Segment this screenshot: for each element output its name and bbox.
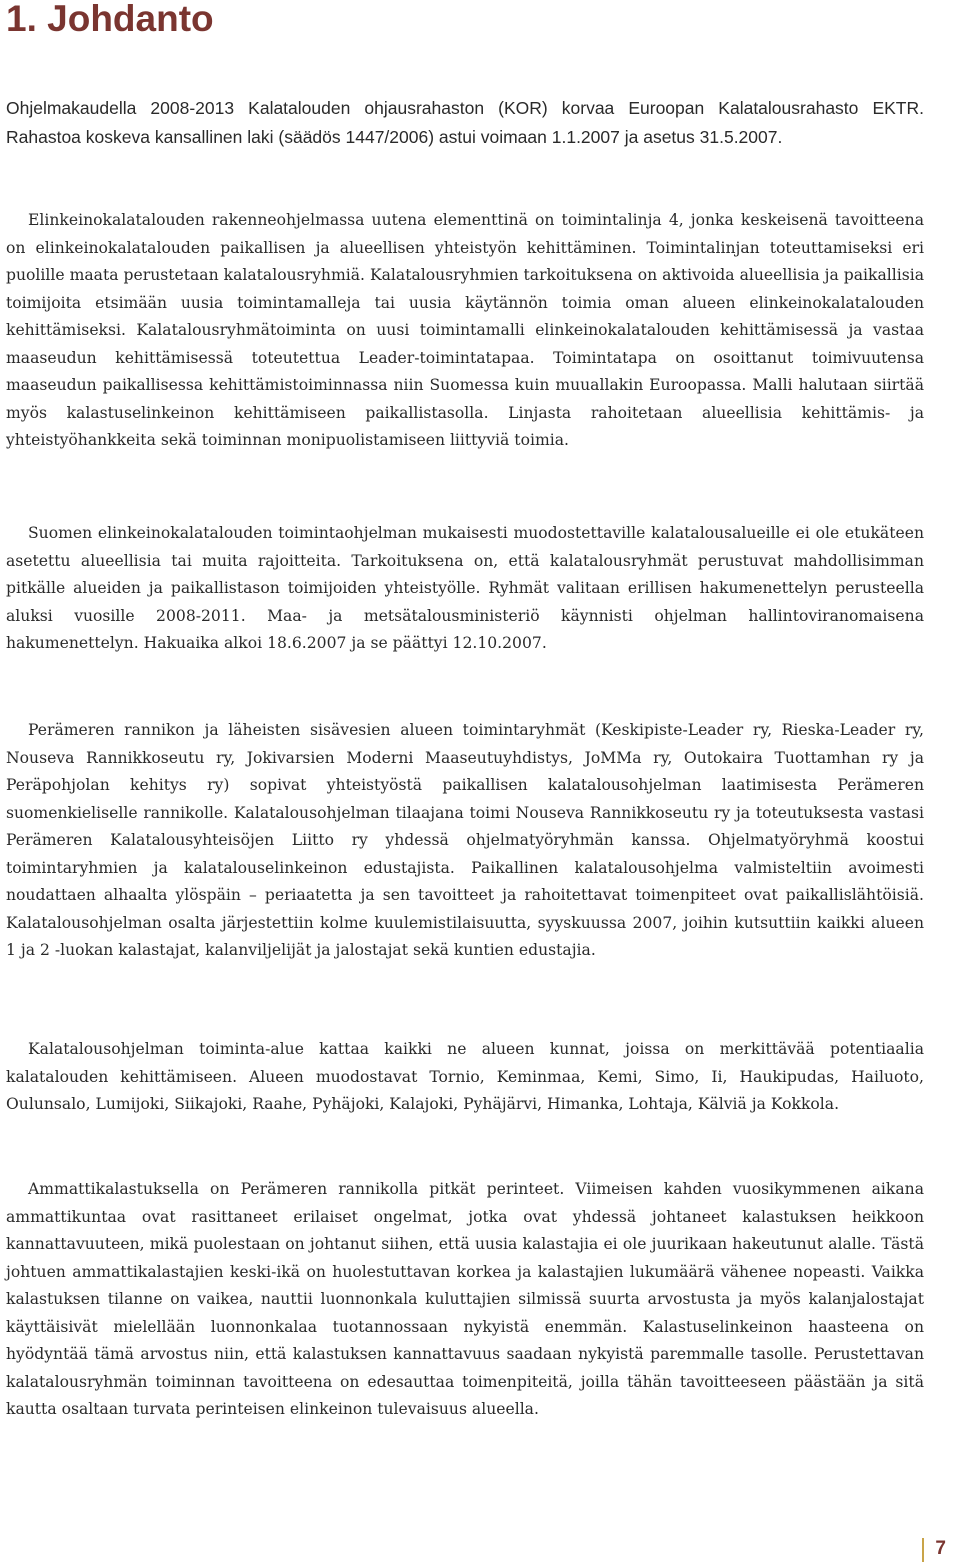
paragraph-toiminta-alue: Kalatalousohjelman toiminta-alue kattaa kaikki ne alueen kunnat, joissa on merkittävää potentiaalia kalatalouden kehittämiseen. Alueen muodostavat Tornio, Keminmaa, Kemi, Simo, Ii, Haukipudas, Hailuoto, Oulunsalo, Lumijoki, Siikajoki, Raahe, Pyhäjoki, Kalajoki, Pyhäjärvi, Himanka, Lohtaja, Kälviä ja Kokkola. (6, 1040, 924, 1113)
paragraph-intro: Ohjelmakaudella 2008-2013 Kalatalouden ohjausrahaston (KOR) korvaa Euroopan Kalatalousrahasto EKTR. Rahastoa koskeva kansallinen laki (säädös 1447/2006) astui voimaan 1.1.2007 ja asetus 31.5.2007. (6, 98, 924, 147)
page-number-divider (922, 1538, 924, 1562)
paragraph-toimintalinja: Elinkeinokalatalouden rakenneohjelmassa uutena elementtinä on toimintalinja 4, jonka keskeisenä tavoitteena on elinkeinokalatalouden paikallisen ja alueellisen yhteistyön kehittäminen. Toimintalinjan toteuttamiseksi eri puolille maata perustetaan kalatalousryhmiä. Kalatalousryhmien tarkoituksena on aktivoida alueellisia ja paikallisia toimijoita etsimään uusia toimintamalleja tai uusia käytännön toimia oman alueen elinkeinokalatalouden kehittämiseksi. Kalatalousryhmätoiminta on uusi toimintamalli elinkeinokalatalouden kehittämisessä ja vastaa maaseudun kehittämisessä toteutettua Leader-toimintatapaa. Toimintatapa on osoittanut toimivuutensa maaseudun paikallisessa kehittämistoiminnassa niin Suomessa kuin muuallakin Euroopassa. Malli halutaan siirtää myös kalastuselinkeinon kehittämiseen paikallistasolla. Linjasta rahoitetaan alueellisia kehittämis- ja yhteistyöhankkeita sekä toiminnan monipuolistamiseen liittyviä toimia. (6, 211, 924, 449)
paragraph-kalatalousalueet: Suomen elinkeinokalatalouden toimintaohjelman mukaisesti muodostettaville kalatalousalueille ei ole etukäteen asetettu alueellisia tai muita rajoitteita. Tarkoituksena on, että kalatalousryhmät perustuvat mahdollisimman pitkälle alueiden ja paikallistason toimijoiden yhteistyölle. Ryhmät valitaan erillisen hakumenettelyn perusteella aluksi vuosille 2008-2011. Maa- ja metsätalousministeriö käynnisti ohjelman hallintoviranomaisena hakumenettelyn. Hakuaika alkoi 18.6.2007 ja se päättyi 12.10.2007. (6, 524, 924, 652)
page-number: 7 (935, 1538, 946, 1559)
page-title: 1. Johdanto (6, 0, 214, 39)
paragraph-ammattikalastus: Ammattikalastuksella on Perämeren rannikolla pitkät perinteet. Viimeisen kahden vuosikymmenen aikana ammattikuntaa ovat rasittaneet erilaiset ongelmat, jotka ovat yhdessä johtaneet kalastuksen heikkoon kannattavuuteen, mikä puolestaan on johtanut siihen, että uusia kalastajia ei ole juurikaan hakeutunut alalle. Tästä johtuen ammattikalastajien keski-ikä on huolestuttavan korkea ja kalastajien lukumäärä vähenee nopeasti. Vaikka kalastuksen tilanne on vaikea, nauttii luonnonkala kuluttajien silmissä suurta arvostusta ja myös kalanjalostajat käyttäisivät mielellään luonnonkalaa tuotannossaan nykyistä enemmän. Kalastuselinkeinon haasteena on hyödyntää tämä arvostus niin, että kalastuksen kannattavuus saadaan nykyistä paremmalle tasolle. Perustettavan kalatalousryhmän toiminnan tavoitteena on edesauttaa toimenpiteitä, joilla tähän tavoitteeseen päästään ja sitä kautta osaltaan turvata perinteisen elinkeinon tulevaisuus alueella. (6, 1180, 924, 1418)
paragraph-toimintaryhmat: Perämeren rannikon ja läheisten sisävesien alueen toimintaryhmät (Keskipiste-Leader ry, Rieska-Leader ry, Nouseva Rannikkoseutu ry, Jokivarsien Moderni Maaseutuyhdistys, JoMMa ry, Outokaira Tuottamhan ry ja Peräpohjolan kehitys ry) sopivat yhteistyöstä paikallisen kalatalousohjelman laatimisesta Perämeren suomenkieliselle rannikolle. Kalatalousohjelman tilaajana toimi Nouseva Rannikkoseutu ry ja toteutuksesta vastasi Perämeren Kalatalousyhteisöjen Liitto ry yhdessä ohjelmatyöryhmän kanssa. Ohjelmatyöryhmä koostui toimintaryhmien ja kalatalouselinkeinon edustajista. Paikallinen kalatalousohjelma valmisteltiin avoimesti noudattaen alhaalta ylöspäin – periaatetta ja sen tavoitteet ja rahoitettavat toimenpiteet ovat paikallislähtöisiä. Kalatalousohjelman osalta järjestettiin kolme kuulemistilaisuutta, syyskuussa 2007, joihin kutsuttiin kaikki alueen 1 ja 2 -luokan kalastajat, kalanviljelijät ja jalostajat sekä kuntien edustajia. (6, 721, 924, 959)
